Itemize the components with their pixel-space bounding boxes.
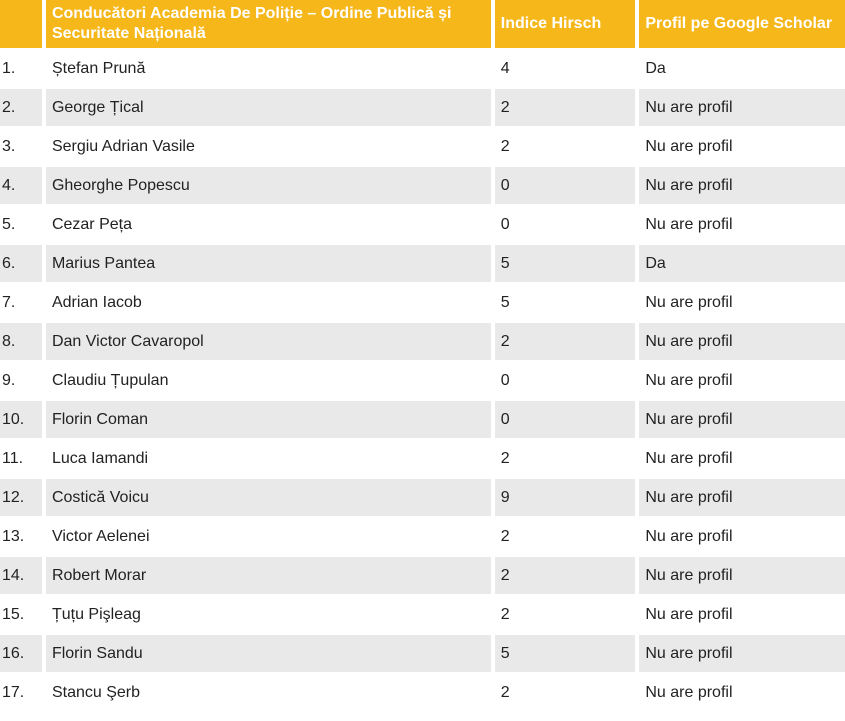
table-row <box>0 635 845 672</box>
table-row <box>0 401 845 438</box>
row-number: 16. <box>0 635 42 672</box>
row-hirsch-index: 2 <box>495 323 636 360</box>
row-profile-status: Da <box>645 59 666 77</box>
table-row <box>0 596 845 633</box>
row-profile-status: Nu are profil <box>639 167 845 204</box>
row-profile-status: Nu are profil <box>639 557 845 594</box>
table-row <box>0 50 845 87</box>
row-profile-status: Nu are profil <box>639 323 845 360</box>
row-name: Florin Sandu <box>46 635 491 672</box>
row-hirsch-index: 5 <box>500 293 510 311</box>
table-row <box>0 89 845 126</box>
row-name: Costică Voicu <box>46 479 491 516</box>
row-profile-status: Nu are profil <box>645 293 733 311</box>
row-profile-status: Nu are profil <box>639 401 845 438</box>
row-name: Cezar Peța <box>51 215 132 233</box>
row-hirsch-index: 5 <box>495 245 636 282</box>
row-number: 11. <box>2 449 24 467</box>
row-profile-status: Nu are profil <box>645 527 733 545</box>
row-hirsch-index: 2 <box>495 89 636 126</box>
row-profile-status: Nu are profil <box>639 635 845 672</box>
table-row <box>0 479 845 516</box>
row-number: 4. <box>0 167 42 204</box>
row-name: Robert Morar <box>46 557 491 594</box>
row-name: Stancu Şerb <box>51 683 141 701</box>
row-hirsch-index: 4 <box>500 59 510 77</box>
row-name: Marius Pantea <box>46 245 491 282</box>
row-number: 17. <box>2 683 25 701</box>
row-name: Gheorghe Popescu <box>46 167 491 204</box>
row-name: Sergiu Adrian Vasile <box>51 137 195 155</box>
row-number: 14. <box>0 557 42 594</box>
table-row <box>0 206 845 243</box>
row-hirsch-index: 0 <box>500 371 510 389</box>
row-profile-status: Nu are profil <box>639 89 845 126</box>
table-row <box>0 245 845 282</box>
row-name: Victor Aelenei <box>51 527 150 545</box>
row-number: 3. <box>2 137 16 155</box>
row-name: Țuțu Pişleag <box>51 605 141 623</box>
row-hirsch-index: 2 <box>500 527 510 545</box>
row-number: 15. <box>2 605 25 623</box>
table-row <box>0 323 845 360</box>
row-number: 7. <box>2 293 16 311</box>
table-body <box>0 50 845 711</box>
row-name: Adrian Iacob <box>51 293 142 311</box>
row-number: 8. <box>0 323 42 360</box>
row-profile-status: Nu are profil <box>645 449 733 467</box>
row-hirsch-index: 0 <box>495 167 636 204</box>
row-name: Dan Victor Cavaropol <box>46 323 491 360</box>
row-profile-status: Nu are profil <box>645 137 733 155</box>
header-hirsch: Indice Hirsch <box>495 0 636 48</box>
header-row <box>0 0 845 48</box>
row-hirsch-index: 0 <box>500 215 510 233</box>
row-hirsch-index: 2 <box>500 605 510 623</box>
row-name: George Țical <box>46 89 491 126</box>
row-hirsch-index: 2 <box>500 683 510 701</box>
row-number: 10. <box>0 401 42 438</box>
table-row <box>0 674 845 711</box>
table-row <box>0 557 845 594</box>
row-profile-status: Nu are profil <box>639 479 845 516</box>
row-hirsch-index: 2 <box>500 449 510 467</box>
row-number: 2. <box>0 89 42 126</box>
table-row <box>0 128 845 165</box>
row-hirsch-index: 0 <box>495 401 636 438</box>
row-number: 9. <box>2 371 16 389</box>
row-name: Ștefan Prună <box>51 59 146 77</box>
row-number: 12. <box>0 479 42 516</box>
row-name: Luca Iamandi <box>51 449 149 467</box>
row-hirsch-index: 9 <box>495 479 636 516</box>
table-row <box>0 284 845 321</box>
row-profile-status: Da <box>639 245 845 282</box>
table-row <box>0 167 845 204</box>
header-name: Conducători Academia De Poliție – Ordine Publică și Securitate Națională <box>46 0 491 48</box>
table-row <box>0 362 845 399</box>
row-hirsch-index: 2 <box>500 137 510 155</box>
row-hirsch-index: 2 <box>495 557 636 594</box>
row-hirsch-index: 5 <box>495 635 636 672</box>
row-number: 5. <box>2 215 16 233</box>
row-number: 1. <box>2 59 16 77</box>
header-index <box>0 0 42 48</box>
row-profile-status: Nu are profil <box>645 371 733 389</box>
row-name: Florin Coman <box>46 401 491 438</box>
table-row <box>0 518 845 555</box>
row-profile-status: Nu are profil <box>645 683 733 701</box>
header-profile: Profil pe Google Scholar <box>639 0 845 48</box>
row-profile-status: Nu are profil <box>645 605 733 623</box>
table-header <box>0 0 845 48</box>
row-number: 13. <box>2 527 25 545</box>
row-name: Claudiu Țupulan <box>51 371 169 389</box>
table-row <box>0 440 845 477</box>
row-number: 6. <box>0 245 42 282</box>
row-profile-status: Nu are profil <box>645 215 733 233</box>
